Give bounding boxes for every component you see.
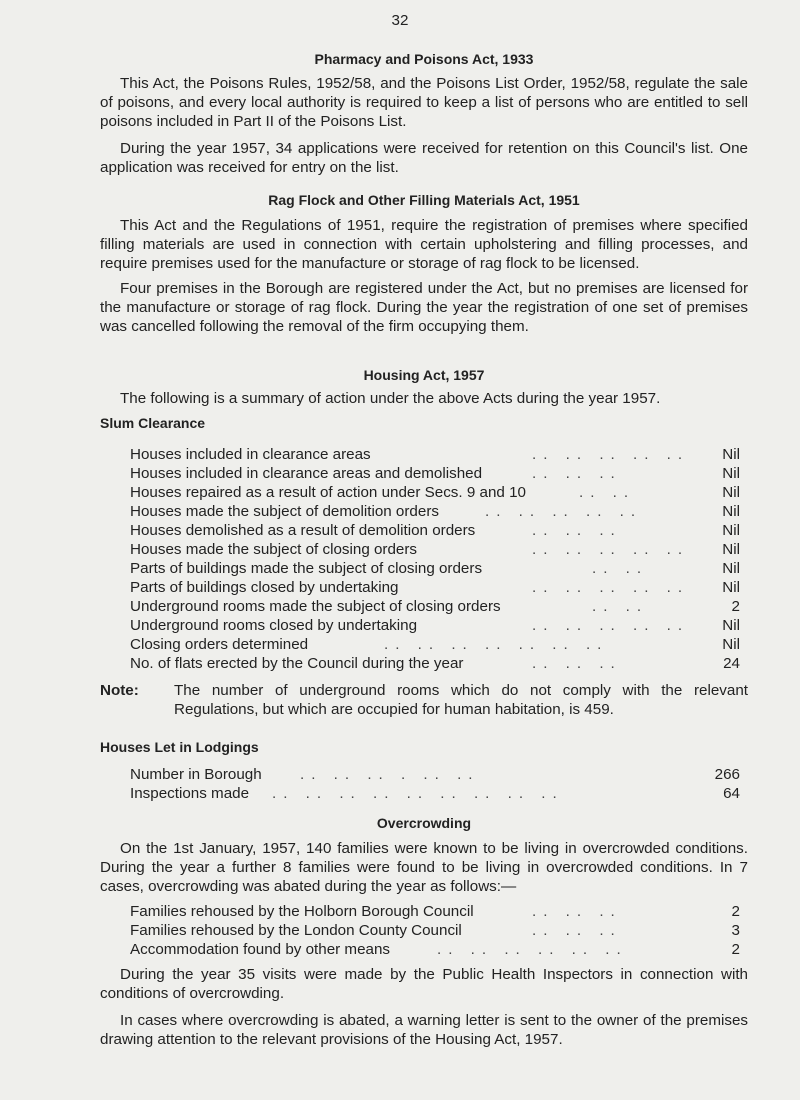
leader-dots: .. .. .. .. .. [532,446,690,463]
table-row [100,464,748,483]
rag-flock-section [100,191,748,336]
leader-dots: .. .. [592,560,649,577]
table-row [100,540,748,559]
leader-dots: .. .. [592,598,649,615]
overcrowding-table [100,902,748,959]
table-row [100,616,748,635]
leader-dots: .. .. .. [532,522,622,539]
row-value: Nil [722,617,740,634]
paragraph: This Act, the Poisons Rules, 1952/58, and the Poisons List Order, 1952/58, regulate the sale of poisons, and every local authority is required to keep a list of persons who are entitled to sell poisons included in Part II of the Poisons List. [100,75,748,130]
row-value: Nil [722,503,740,520]
table-row [100,940,748,959]
leader-dots: .. .. .. .. .. [532,541,690,558]
row-label: Parts of buildings made the subject of closing orders [130,560,483,577]
table-row [100,765,748,784]
note [100,681,748,719]
lodgings-table [100,765,748,803]
leader-dots: .. .. .. .. .. [532,617,690,634]
leader-dots: .. .. .. .. .. [485,503,643,520]
row-label: Closing orders determined [130,636,309,653]
paragraph: Four premises in the Borough are registered under the Act, but no premises are licensed for the manufacture or storage of rag flock. During the year the registration of one set of premises was cancelled following the removal of the firm occupying them. [100,280,748,335]
paragraph: During the year 1957, 34 applications were received for retention on this Council's list. One application was received for entry on the list. [100,140,748,176]
leader-dots: .. .. .. .. .. .. .. [384,636,609,653]
row-value: Nil [722,522,740,539]
section-heading: Pharmacy and Poisons Act, 1933 [314,51,534,67]
row-value: 24 [723,655,740,672]
row-label: Families rehoused by the Holborn Borough Council [130,903,474,920]
row-value: Nil [722,560,740,577]
subsection-heading: Slum Clearance [100,415,206,431]
section-heading: Housing Act, 1957 [363,367,485,383]
leader-dots: .. .. .. .. .. [532,579,690,596]
table-row [100,902,748,921]
row-label: Accommodation found by other means [130,941,391,958]
row-label: Houses repaired as a result of action under Secs. 9 and 10 [130,484,526,501]
paragraph: The following is a summary of action under the above Acts during the year 1957. [120,390,661,407]
row-label: Houses included in clearance areas [130,446,371,463]
table-row [100,483,748,502]
row-value: 266 [714,766,740,783]
row-value: Nil [722,579,740,596]
row-label: Houses made the subject of demolition orders [130,503,439,520]
table-row [100,578,748,597]
row-label: Number in Borough [130,766,262,783]
row-label: Inspections made [130,785,250,802]
paragraph: In cases where overcrowding is abated, a warning letter is sent to the owner of the premises drawing attention to the relevant provisions of the Housing Act, 1957. [100,1012,748,1048]
table-row [100,784,748,803]
leader-dots: .. .. [579,484,636,501]
page-number: 32 [391,12,409,29]
leader-dots: .. .. .. [532,655,622,672]
row-value: 3 [731,922,740,939]
row-label: Parts of buildings closed by undertaking [130,579,399,596]
note-label: Note: [100,682,139,699]
row-label: Underground rooms made the subject of closing orders [130,598,501,615]
slum-clearance-table [100,445,748,673]
row-label: Houses included in clearance areas and demolished [130,465,483,482]
row-value: 64 [723,785,740,802]
row-value: Nil [722,541,740,558]
leader-dots: .. .. .. [532,465,622,482]
overcrowding-section [100,814,748,1049]
leader-dots: .. .. .. [532,922,622,939]
paragraph: This Act and the Regulations of 1951, require the registration of premises where specified filling materials are used in connection with certain upholstering and filling processes, and require premises used for the manufacture or storage of rag flock to be licensed. [100,217,748,272]
table-row [100,635,748,654]
paragraph: During the year 35 visits were made by the Public Health Inspectors in connection with conditions of overcrowding. [100,966,748,1002]
table-row [100,521,748,540]
row-value: Nil [722,446,740,463]
row-label: Families rehoused by the London County Council [130,922,462,939]
leader-dots: .. .. .. .. .. .. .. .. .. [272,785,564,802]
row-value: Nil [722,484,740,501]
table-row [100,654,748,673]
table-row [100,559,748,578]
table-row [100,921,748,940]
row-value: 2 [731,903,740,920]
row-label: Houses demolished as a result of demolition orders [130,522,476,539]
table-row [100,597,748,616]
row-value: 2 [731,598,740,615]
leader-dots: .. .. .. .. .. .. [437,941,628,958]
row-label: No. of flats erected by the Council during the year [130,655,464,672]
paragraph: On the 1st January, 1957, 140 families were known to be living in overcrowded conditions. During the year a further 8 families were found to be living in overcrowded conditions. In 7 cases, overcrowding was abated during the year as follows:— [100,840,748,895]
housing-section [100,366,748,803]
leader-dots: .. .. .. . .. .. [300,766,480,783]
section-heading: Rag Flock and Other Filling Materials Act, 1951 [268,192,580,208]
table-row [100,445,748,464]
note-text: The number of underground rooms which do not comply with the relevant Regulations, but which are occupied for human habitation, is 459. [174,682,748,718]
leader-dots: .. .. .. [532,903,622,920]
row-label: Underground rooms closed by undertaking [130,617,418,634]
section-heading: Overcrowding [376,815,472,831]
subsection-heading: Houses Let in Lodgings [100,739,259,755]
row-value: 2 [731,941,740,958]
row-label: Houses made the subject of closing orders [130,541,418,558]
table-row [100,502,748,521]
row-value: Nil [722,465,740,482]
row-value: Nil [722,636,740,653]
pharmacy-section [100,50,748,177]
